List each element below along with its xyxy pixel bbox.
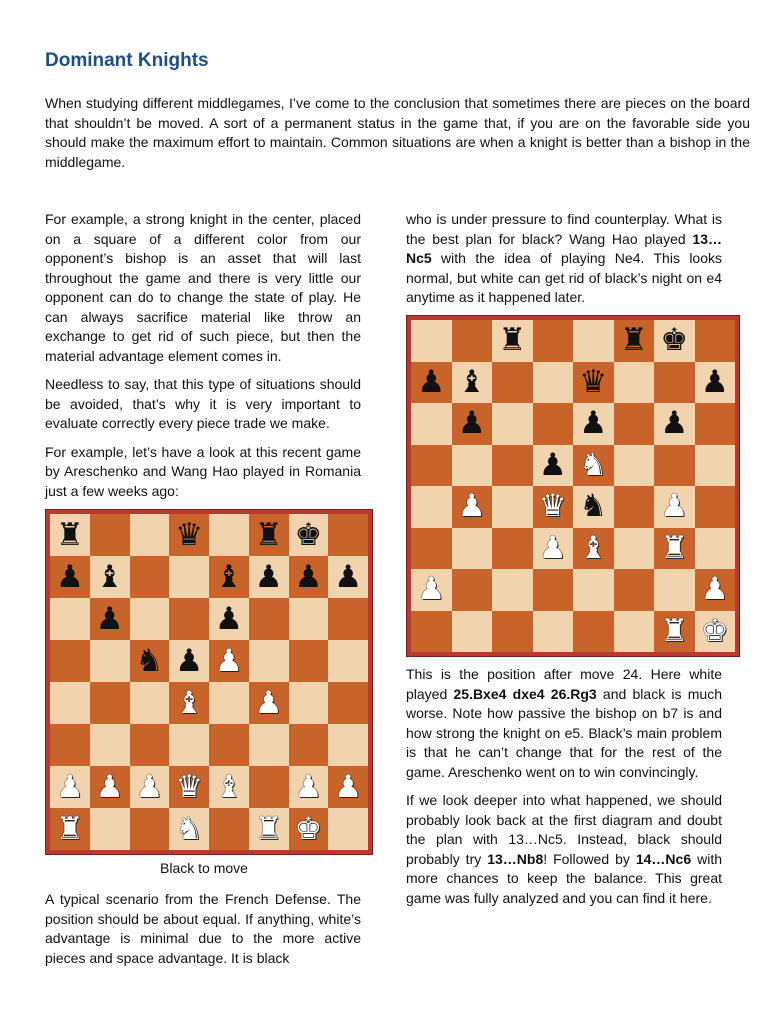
black-rook-icon: ♜ bbox=[619, 322, 648, 359]
black-rook-icon: ♜ bbox=[254, 516, 283, 553]
left-column bbox=[45, 210, 361, 510]
white-pawn-icon: ♟ bbox=[417, 571, 446, 608]
board-square bbox=[50, 766, 90, 808]
white-pawn-icon: ♟ bbox=[334, 768, 363, 805]
black-pawn-icon: ♟ bbox=[579, 405, 608, 442]
paragraph-strong-knight: For example, a strong knight in the center, placed on a square of a different color from our opponent’s bishop is an asset that will last throughout the game and there is very little our opponent can do to change the state of play. He can always sacrifice material like throw an exchange to get rid of such piece, but then the material advantage element comes in. bbox=[45, 211, 361, 364]
board-square bbox=[411, 486, 452, 528]
board-square bbox=[573, 486, 614, 528]
board-square bbox=[130, 766, 170, 808]
board-square bbox=[209, 640, 249, 682]
board-square bbox=[90, 640, 130, 682]
white-rook-icon: ♜ bbox=[254, 810, 283, 847]
board-square bbox=[169, 766, 209, 808]
board-square bbox=[169, 640, 209, 682]
white-queen-icon: ♛ bbox=[538, 488, 567, 525]
white-queen-icon: ♛ bbox=[175, 768, 204, 805]
black-bishop-icon: ♝ bbox=[457, 363, 486, 400]
board-square bbox=[130, 724, 170, 766]
board-square bbox=[654, 611, 695, 653]
board-square bbox=[328, 514, 368, 556]
black-pawn-icon: ♟ bbox=[334, 558, 363, 595]
move-notation: 25.Bxe4 dxe4 26.Rg3 bbox=[453, 685, 597, 702]
board-square bbox=[452, 486, 493, 528]
board-square bbox=[695, 445, 736, 487]
board-square bbox=[452, 403, 493, 445]
text-segment: with the idea of playing Ne4. This looks normal, but white can get rid of black’s night on e4 anytime as it happened later. bbox=[406, 250, 722, 305]
board-square bbox=[573, 528, 614, 570]
board-square bbox=[695, 569, 736, 611]
board-square bbox=[90, 724, 130, 766]
board-square bbox=[614, 569, 655, 611]
text-segment: who is under pressure to find counterplay. What is the best plan for black? Wang Hao played bbox=[406, 211, 722, 247]
board-square bbox=[533, 569, 574, 611]
board-square bbox=[452, 445, 493, 487]
white-bishop-icon: ♝ bbox=[214, 768, 243, 805]
black-pawn-icon: ♟ bbox=[660, 405, 689, 442]
board-square bbox=[328, 808, 368, 850]
board-square bbox=[492, 403, 533, 445]
board-square bbox=[533, 486, 574, 528]
board-square bbox=[533, 362, 574, 404]
board-square bbox=[452, 611, 493, 653]
intro-paragraph: When studying different middlegames, I’ve come to the conclusion that sometimes there are pieces on the board that shouldn’t be moved. A sort of a permanent status in the game that, if you are on the favorable side you should make the maximum effort to maintain. Common situations are when a knight is better than a bishop in the middlegame. bbox=[45, 95, 750, 170]
black-rook-icon: ♜ bbox=[55, 516, 84, 553]
board-square bbox=[533, 445, 574, 487]
board-square bbox=[289, 556, 329, 598]
board-square bbox=[90, 682, 130, 724]
board-square bbox=[209, 514, 249, 556]
black-bishop-icon: ♝ bbox=[95, 558, 124, 595]
board-square bbox=[249, 766, 289, 808]
black-king-icon: ♚ bbox=[660, 322, 689, 359]
board-square bbox=[90, 808, 130, 850]
white-bishop-icon: ♝ bbox=[579, 529, 608, 566]
board-square bbox=[328, 766, 368, 808]
board-square bbox=[50, 640, 90, 682]
left-column-bottom bbox=[45, 890, 361, 977]
diagram-1-grid bbox=[50, 514, 368, 850]
white-pawn-icon: ♟ bbox=[55, 768, 84, 805]
board-square bbox=[50, 724, 90, 766]
move-notation: 13…Nc5 bbox=[406, 230, 722, 266]
board-square bbox=[654, 403, 695, 445]
board-square bbox=[573, 569, 614, 611]
board-square bbox=[411, 403, 452, 445]
board-square bbox=[411, 320, 452, 362]
board-square bbox=[492, 320, 533, 362]
board-square bbox=[249, 808, 289, 850]
board-square bbox=[289, 766, 329, 808]
board-square bbox=[695, 320, 736, 362]
black-pawn-icon: ♟ bbox=[214, 600, 243, 637]
black-pawn-icon: ♟ bbox=[55, 558, 84, 595]
board-square bbox=[130, 514, 170, 556]
board-square bbox=[169, 682, 209, 724]
board-square bbox=[573, 320, 614, 362]
board-square bbox=[169, 598, 209, 640]
board-square bbox=[492, 362, 533, 404]
board-square bbox=[411, 362, 452, 404]
board-square bbox=[50, 682, 90, 724]
diagram-1-caption: Black to move bbox=[160, 860, 248, 876]
board-square bbox=[614, 611, 655, 653]
white-pawn-icon: ♟ bbox=[457, 488, 486, 525]
board-square bbox=[654, 486, 695, 528]
white-pawn-icon: ♟ bbox=[294, 768, 323, 805]
white-knight-icon: ♞ bbox=[175, 810, 204, 847]
board-square bbox=[533, 611, 574, 653]
black-pawn-icon: ♟ bbox=[538, 446, 567, 483]
board-square bbox=[452, 569, 493, 611]
board-square bbox=[614, 528, 655, 570]
board-square bbox=[289, 808, 329, 850]
board-square bbox=[289, 640, 329, 682]
board-square bbox=[209, 682, 249, 724]
board-square bbox=[50, 808, 90, 850]
board-square bbox=[328, 682, 368, 724]
board-square bbox=[130, 682, 170, 724]
black-pawn-icon: ♟ bbox=[700, 363, 729, 400]
board-square bbox=[130, 556, 170, 598]
board-square bbox=[289, 514, 329, 556]
white-king-icon: ♚ bbox=[700, 612, 729, 649]
black-queen-icon: ♛ bbox=[579, 363, 608, 400]
black-pawn-icon: ♟ bbox=[457, 405, 486, 442]
chess-diagram-2 bbox=[406, 315, 740, 657]
board-square bbox=[130, 808, 170, 850]
white-pawn-icon: ♟ bbox=[538, 529, 567, 566]
black-bishop-icon: ♝ bbox=[214, 558, 243, 595]
board-square bbox=[614, 320, 655, 362]
board-square bbox=[533, 528, 574, 570]
board-square bbox=[573, 445, 614, 487]
board-square bbox=[209, 724, 249, 766]
right-column bbox=[406, 210, 722, 317]
board-square bbox=[533, 320, 574, 362]
board-square bbox=[169, 556, 209, 598]
board-square bbox=[328, 724, 368, 766]
board-square bbox=[654, 569, 695, 611]
white-pawn-icon: ♟ bbox=[214, 642, 243, 679]
black-knight-icon: ♞ bbox=[579, 488, 608, 525]
paragraph-french-defense: A typical scenario from the French Defense. The position should be about equal. If anything, white’s advantage is minimal due to the more active pieces and space advantage. It is black bbox=[45, 891, 361, 966]
board-square bbox=[492, 569, 533, 611]
board-square bbox=[411, 611, 452, 653]
paragraph-after-move-24 bbox=[406, 665, 722, 782]
white-rook-icon: ♜ bbox=[55, 810, 84, 847]
board-square bbox=[695, 403, 736, 445]
board-square bbox=[492, 611, 533, 653]
board-square bbox=[492, 486, 533, 528]
move-notation: 13…Nb8 bbox=[487, 850, 544, 867]
black-pawn-icon: ♟ bbox=[95, 600, 124, 637]
board-square bbox=[50, 514, 90, 556]
board-square bbox=[249, 598, 289, 640]
board-square bbox=[573, 611, 614, 653]
board-square bbox=[328, 598, 368, 640]
board-square bbox=[169, 514, 209, 556]
board-square bbox=[452, 320, 493, 362]
board-square bbox=[289, 724, 329, 766]
board-square bbox=[289, 682, 329, 724]
board-square bbox=[249, 640, 289, 682]
white-pawn-icon: ♟ bbox=[95, 768, 124, 805]
board-square bbox=[289, 598, 329, 640]
black-rook-icon: ♜ bbox=[498, 322, 527, 359]
board-square bbox=[130, 640, 170, 682]
board-square bbox=[249, 556, 289, 598]
board-square bbox=[573, 403, 614, 445]
board-square bbox=[90, 766, 130, 808]
board-square bbox=[249, 724, 289, 766]
board-square bbox=[614, 362, 655, 404]
board-square bbox=[695, 528, 736, 570]
board-square bbox=[50, 556, 90, 598]
diagram-2-grid bbox=[411, 320, 735, 652]
article-title: Dominant Knights bbox=[45, 50, 209, 71]
black-pawn-icon: ♟ bbox=[417, 363, 446, 400]
board-square bbox=[411, 528, 452, 570]
board-square bbox=[452, 362, 493, 404]
board-square bbox=[50, 598, 90, 640]
board-square bbox=[573, 362, 614, 404]
board-square bbox=[614, 403, 655, 445]
board-square bbox=[249, 682, 289, 724]
board-square bbox=[533, 403, 574, 445]
board-square bbox=[328, 556, 368, 598]
white-king-icon: ♚ bbox=[294, 810, 323, 847]
paragraph-look-deeper bbox=[406, 791, 722, 908]
black-knight-icon: ♞ bbox=[135, 642, 164, 679]
board-square bbox=[411, 445, 452, 487]
board-square bbox=[492, 528, 533, 570]
black-pawn-icon: ♟ bbox=[175, 642, 204, 679]
white-knight-icon: ♞ bbox=[579, 446, 608, 483]
white-pawn-icon: ♟ bbox=[700, 571, 729, 608]
text-segment: and black is much worse. Note how passive the bishop on b7 is and how strong the knight on e5. Black’s main problem is that he can’t change that for the rest of the game. Areschenko went on to win convincingly. bbox=[406, 685, 722, 780]
board-square bbox=[90, 598, 130, 640]
text-segment: This is the position after move 24. Here white played bbox=[406, 666, 722, 702]
white-pawn-icon: ♟ bbox=[254, 684, 283, 721]
paragraph-avoid-situations: Needless to say, that this type of situations should be avoided, that’s why it is very important to evaluate correctly every piece trade we make. bbox=[45, 376, 361, 431]
black-pawn-icon: ♟ bbox=[294, 558, 323, 595]
black-pawn-icon: ♟ bbox=[254, 558, 283, 595]
white-pawn-icon: ♟ bbox=[135, 768, 164, 805]
board-square bbox=[90, 556, 130, 598]
board-square bbox=[328, 640, 368, 682]
board-square bbox=[614, 445, 655, 487]
text-segment: ! Followed by bbox=[543, 850, 636, 867]
board-square bbox=[654, 320, 695, 362]
white-bishop-icon: ♝ bbox=[175, 684, 204, 721]
board-square bbox=[169, 808, 209, 850]
black-queen-icon: ♛ bbox=[175, 516, 204, 553]
board-square bbox=[654, 528, 695, 570]
board-square bbox=[452, 528, 493, 570]
board-square bbox=[695, 611, 736, 653]
move-notation: 14…Nc6 bbox=[635, 850, 692, 867]
chess-diagram-1 bbox=[45, 509, 373, 855]
board-square bbox=[695, 486, 736, 528]
board-square bbox=[654, 445, 695, 487]
white-rook-icon: ♜ bbox=[660, 612, 689, 649]
board-square bbox=[209, 808, 249, 850]
board-square bbox=[130, 598, 170, 640]
board-square bbox=[90, 514, 130, 556]
white-rook-icon: ♜ bbox=[660, 529, 689, 566]
board-square bbox=[209, 556, 249, 598]
board-square bbox=[411, 569, 452, 611]
board-square bbox=[249, 514, 289, 556]
black-king-icon: ♚ bbox=[294, 516, 323, 553]
white-pawn-icon: ♟ bbox=[660, 488, 689, 525]
text-segment: If we look deeper into what happened, we should probably look back at the first diagram and doubt the plan with 13…Nc5. Instead, black should probably try bbox=[406, 792, 722, 867]
board-square bbox=[492, 445, 533, 487]
board-square bbox=[209, 598, 249, 640]
board-square bbox=[169, 724, 209, 766]
paragraph-example-game: For example, let’s have a look at this recent game by Areschenko and Wang Hao played in Romania just a few weeks ago: bbox=[45, 443, 361, 499]
board-square bbox=[209, 766, 249, 808]
right-column-bottom bbox=[406, 665, 722, 917]
paragraph-best-plan bbox=[406, 210, 722, 308]
board-square bbox=[695, 362, 736, 404]
board-square bbox=[654, 362, 695, 404]
board-square bbox=[614, 486, 655, 528]
text-segment: with more chances to keep the balance. This great game was fully analyzed and you can find it here. bbox=[406, 850, 722, 906]
